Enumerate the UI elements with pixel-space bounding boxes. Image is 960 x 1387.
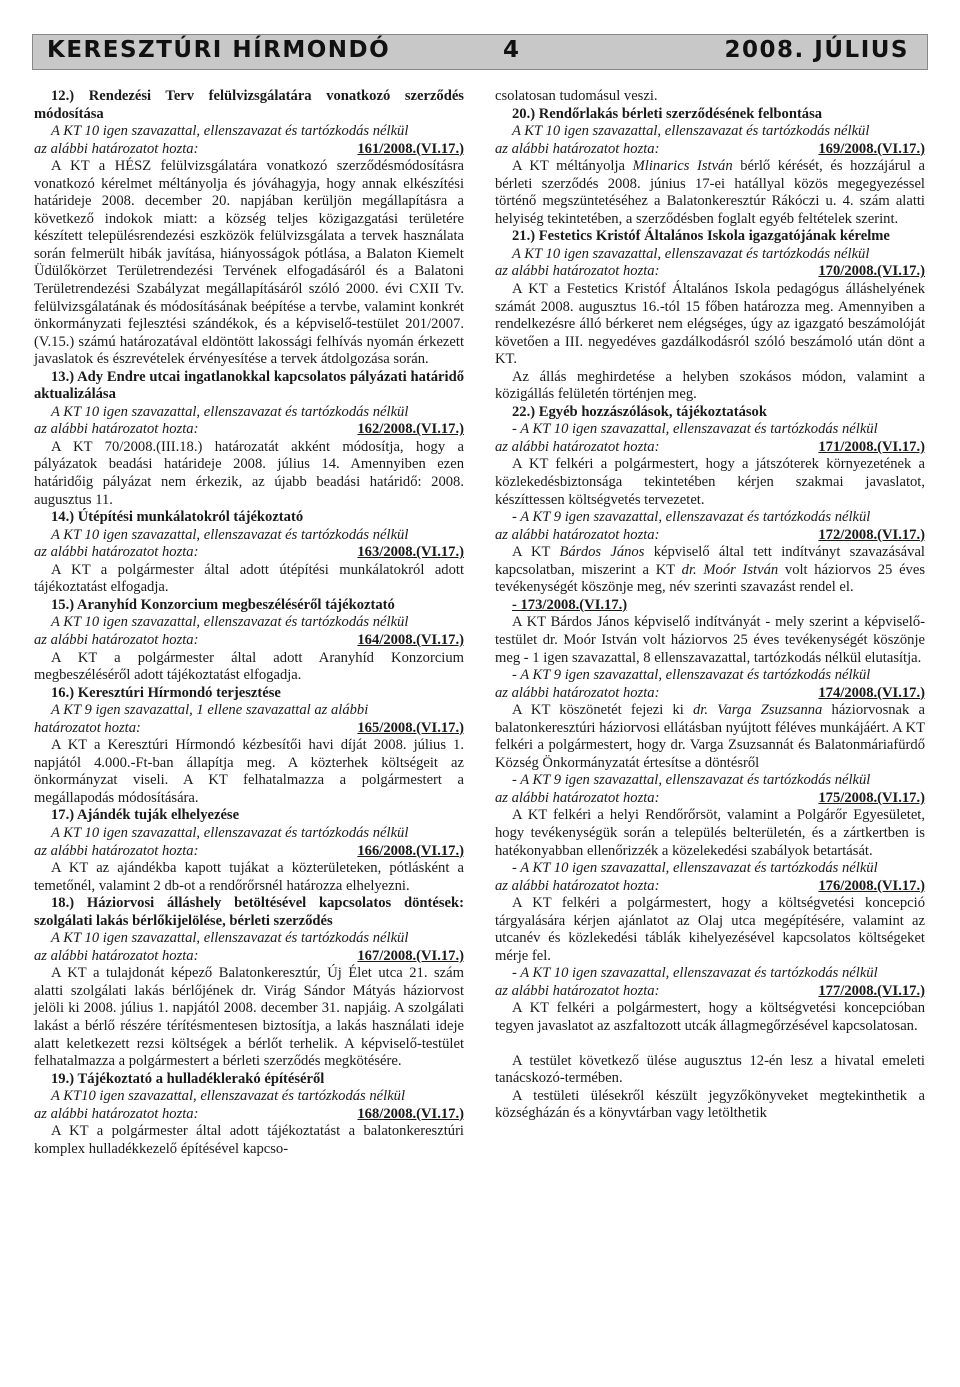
section-body: A KT a polgármester által adott útépítési munkálatokról adott tájékoztatást elfogadja. — [34, 561, 464, 596]
resolution-number: 167/2008.(VI.17.) — [357, 947, 464, 964]
resolution-label: az alábbi határozatot hozta: — [34, 544, 199, 561]
body-text: háziorvosnak a balatonkeresztúri háziorvosi ellátásban nyújtott féléves munkájáért. A KT felkéri a polgármestert, hogy dr. Varga Zsuzsannát és Balatonmáriafürdő Község Önkormányzatát értesítse a döntésről — [495, 702, 925, 771]
section-heading: 14.) Útépítési munkálatokról tájékoztató — [51, 509, 304, 526]
left-column — [34, 88, 464, 1158]
resolution-label: az alábbi határozatot hozta: — [34, 140, 199, 157]
section-heading: 21.) Festetics Kristóf Általános Iskola igazgatójának kérelme — [512, 228, 890, 245]
section-heading: 16.) Keresztúri Hírmondó terjesztése — [51, 684, 281, 701]
section-body: csolatosan tudomásul veszi. — [495, 88, 658, 104]
resolution-label: határozatot hozta: — [34, 719, 141, 736]
resolution-number: 161/2008.(VI.17.) — [357, 140, 464, 157]
section-body: A KT felkéri a polgármestert, hogy a játszóterek környezetének a közlekedésbiztonsága tekintetében kérjen szakmai javaslatot, készíttessen költségvetés tervezetet. — [495, 456, 925, 508]
resolution-label: az alábbi határozatot hozta: — [495, 140, 660, 157]
resolution-line — [34, 720, 464, 738]
section-body: A KT Bárdos János képviselő indítványát - mely szerint a képviselő-testület dr. Moór István volt háziorvos 25 éves tevékenységét köszönje meg - 1 igen szavazattal, 8 ellenszavazattal, tartózkodás nélkül elutasítja. — [495, 614, 925, 666]
vote-line: A KT 10 igen szavazattal, ellenszavazat és tartózkodás nélkül — [512, 245, 870, 262]
resolution-line — [495, 263, 925, 281]
closing-note: A testület következő ülése augusztus 12-én lesz a hivatal emeleti tanácskozó-termében. — [495, 1052, 925, 1087]
section-body: A KT felkéri a polgármestert, hogy a költségvetési koncepció tárgyalására kérjen ajánlatot az Olaj utca megépítésére, valamint az utcanév és közlekedési táblák kihelyezésével kapcsolatos költségeket mérje fel. — [495, 895, 925, 964]
body-text: A KT — [512, 544, 560, 561]
body-text: képviselő által tett indítványt szavazásával kapcsolatban, miszerint a KT — [495, 544, 925, 578]
resolution-label: az alábbi határozatot hozta: — [495, 789, 660, 806]
section-body: Az állás meghirdetése a helyben szokásos módon, valamint a közigállás felületén történjen meg. — [495, 368, 925, 403]
resolution-number: 166/2008.(VI.17.) — [357, 842, 464, 859]
resolution-label: az alábbi határozatot hozta: — [34, 1105, 199, 1122]
person-name: dr. Varga Zsuzsanna — [693, 702, 823, 719]
resolution-line — [34, 421, 464, 439]
vote-line: - A KT 9 igen szavazattal, ellenszavazat és tartózkodás nélkül — [512, 772, 871, 789]
body-text: bérlő kérését, és hozzájárul a bérleti szerződés 2008. június 17-ei hatállyal közös megegyezéssel történő megszüntetéséhez a Balatonkeresztúr Rákóczi u. 4. szám alatti helyiség tekintetében, a szerződésben foglalt egyéb feltételek szerint. — [495, 158, 925, 227]
section-body: A KT a polgármester által adott Aranyhíd Konzorcium megbeszéléséről adott tájékoztatást elfogadja. — [34, 649, 464, 684]
vote-line: A KT 10 igen szavazattal, ellenszavazat és tartózkodás nélkül — [51, 824, 409, 841]
resolution-label: az alábbi határozatot hozta: — [495, 982, 660, 999]
resolution-number: 162/2008.(VI.17.) — [357, 421, 464, 438]
vote-line: A KT 10 igen szavazattal, ellenszavazat és tartózkodás nélkül — [51, 614, 409, 631]
vote-line: A KT10 igen szavazattal, ellenszavazat és tartózkodás nélkül — [51, 1088, 406, 1105]
resolution-number: 170/2008.(VI.17.) — [818, 263, 925, 280]
vote-line: - A KT 10 igen szavazattal, ellenszavazat és tartózkodás nélkül — [512, 860, 878, 877]
resolution-line — [34, 544, 464, 562]
right-column — [495, 88, 925, 1123]
vote-line: A KT 10 igen szavazattal, ellenszavazat és tartózkodás nélkül — [51, 930, 409, 947]
resolution-label: az alábbi határozatot hozta: — [495, 526, 660, 543]
section-body: A KT a tulajdonát képező Balatonkeresztúr, Új Élet utca 21. szám alatti szolgálati lakás bérlőjének dr. Virág Sándor Mátyás háziorvost jelöli ki 2008. július 1. napjától 2008. december 31. napjáig. A szolgálati lakást a bérlő részére térítésmentesen biztosítja, a lakás használati ideje alatt keletkezett rezsi költségek a bérlőt terhelik. A képviselő-testület felhatalmazza a polgármestert a bérleti szerződés megkötésére. — [34, 965, 464, 1070]
vote-line: - A KT 9 igen szavazattal, ellenszavazat és tartózkodás nélkül — [512, 509, 871, 526]
section-body: A KT 70/2008.(III.18.) határozatát akként módosítja, hogy a pályázatok beadási határideje 2008. július 14. Amennyiben ezen határidőig pályázat nem érkezik, az újabb beadási határidő: 2008. augusztus 11. — [34, 438, 464, 508]
resolution-number: 175/2008.(VI.17.) — [818, 789, 925, 806]
resolution-number: 176/2008.(VI.17.) — [818, 877, 925, 894]
section-body — [495, 158, 925, 228]
resolution-line — [495, 597, 925, 615]
closing-note: A testületi ülésekről készült jegyzőkönyveket megtekinthetik a községházán és a könyvtárban vagy letölthetik — [495, 1087, 925, 1122]
vote-line: A KT 10 igen szavazattal, ellenszavazat és tartózkodás nélkül — [51, 123, 409, 140]
resolution-line — [495, 141, 925, 159]
resolution-line — [34, 141, 464, 159]
page-header — [32, 34, 928, 70]
section-heading: 19.) Tájékoztató a hulladéklerakó építéséről — [51, 1070, 325, 1087]
resolution-label: az alábbi határozatot hozta: — [34, 947, 199, 964]
resolution-line — [34, 632, 464, 650]
body-text: A KT köszönetét fejezi ki — [512, 702, 693, 719]
resolution-line — [34, 948, 464, 966]
resolution-label: az alábbi határozatot hozta: — [34, 631, 199, 648]
vote-line: A KT 10 igen szavazattal, ellenszavazat és tartózkodás nélkül — [51, 403, 409, 420]
newspaper-title: KERESZTÚRI HÍRMONDÓ — [47, 37, 391, 63]
section-body: A KT a Festetics Kristóf Általános Iskola pedagógus álláshelyének számát 2008. augusztus 16.-tól 15 főben határozza meg. Amennyiben a rendelkezésre álló bérkeret nem elégséges, úgy az igazgató beszámolóját követően a III. negyedéves gazdálkodásról szóló beszámoló után dönt a KT. — [495, 281, 925, 368]
resolution-line — [495, 527, 925, 545]
person-name: Bárdos János — [559, 544, 645, 561]
resolution-line — [34, 1106, 464, 1124]
body-text: volt háziorvos 25 éves tevékenységét köszönje meg, név szerinti szavazást rendel el. — [495, 561, 925, 596]
section-heading: 15.) Aranyhíd Konzorcium megbeszéléséről tájékoztató — [51, 596, 395, 613]
resolution-line — [495, 685, 925, 703]
resolution-number: 174/2008.(VI.17.) — [818, 684, 925, 701]
vote-line: - A KT 9 igen szavazattal, ellenszavazat és tartózkodás nélkül — [512, 667, 871, 684]
section-body: A KT az ajándékba kapott tujákat a közterületeken, pótlásként a temetőnél, valamint 2 db-ot a rendőrőrsnél határozza elhelyezni. — [34, 860, 464, 894]
section-heading: 20.) Rendőrlakás bérleti szerződésének felbontása — [512, 105, 823, 122]
resolution-label: az alábbi határozatot hozta: — [34, 421, 199, 438]
resolution-number: - 173/2008.(VI.17.) — [512, 596, 628, 613]
section-heading: 17.) Ajándék tuják elhelyezése — [51, 807, 240, 824]
vote-line: A KT 10 igen szavazattal, ellenszavazat és tartózkodás nélkül — [51, 526, 409, 543]
resolution-number: 171/2008.(VI.17.) — [818, 438, 925, 455]
resolution-line — [34, 843, 464, 861]
section-body — [495, 702, 925, 772]
resolution-number: 177/2008.(VI.17.) — [818, 982, 925, 999]
resolution-label: az alábbi határozatot hozta: — [495, 877, 660, 894]
resolution-label: az alábbi határozatot hozta: — [34, 842, 199, 859]
body-text: A KT méltányolja — [512, 158, 633, 175]
resolution-number: 165/2008.(VI.17.) — [357, 719, 464, 736]
resolution-number: 164/2008.(VI.17.) — [357, 631, 464, 648]
resolution-line — [495, 878, 925, 896]
resolution-line — [495, 790, 925, 808]
section-heading: 13.) Ady Endre utcai ingatlanokkal kapcsolatos pályázati határidő aktualizálása — [34, 368, 464, 403]
person-name: Mlinarics István — [632, 158, 733, 175]
issue-date: 2008. JÚLIUS — [724, 37, 909, 63]
vote-line: - A KT 10 igen szavazattal, ellenszavazat és tartózkodás nélkül — [512, 965, 878, 982]
section-body: A KT a polgármester által adott tájékoztatást a balatonkeresztúri komplex hulladékkezelő építésével kapcso- — [34, 1123, 464, 1157]
person-name: dr. Moór István — [681, 561, 779, 578]
resolution-line — [495, 983, 925, 1001]
resolution-label: az alábbi határozatot hozta: — [495, 263, 660, 280]
vote-line: - A KT 10 igen szavazattal, ellenszavazat és tartózkodás nélkül — [512, 421, 878, 438]
section-body: A KT a Keresztúri Hírmondó kézbesítői havi díját 2008. július 1. napjától 4.000.-Ft-ban állapítja meg. A közterhek költségeit az önkormányzat viseli. A KT felhatalmazza a polgármestert a megállapodás módosítására. — [34, 737, 464, 806]
resolution-number: 169/2008.(VI.17.) — [818, 140, 925, 157]
resolution-label: az alábbi határozatot hozta: — [495, 438, 660, 455]
spacer — [495, 1036, 925, 1053]
section-heading: 22.) Egyéb hozzászólások, tájékoztatások — [512, 403, 767, 420]
section-body — [495, 544, 925, 597]
section-body: A KT a HÉSZ felülvizsgálatára vonatkozó szerződésmódosításra vonatkozó kérelmet méltányolja és jóváhagyja, hogy annak elkészítési határideje 2008. december 20. napjában kerüljön megállapításra a következő indokok miatt: a község teljes közigazgatási területére készített településrendezési eszközök felülvizsgálata a tervek használata során felmerült hibák javítása, hiányosságok pótlása, a Balaton Kiemelt Üdülőkörzet Területrendezési Tervének elfogadásáról és a Balatoni Területrendezési Szabályzat megállapításáról szóló 2000. évi CXII Tv. felülvizsgálatának és módosításának beépítése a tervbe, valamint konkrét önkormányzati fejlesztési szándékok, és a képviselő-testület 201/2007.(V.15.) számú határozatával eldöntött lakossági felhívás nyomán érkezett javaslatok és észrevételek érvényesítése a tervek átdolgozása során. — [34, 158, 464, 368]
section-heading: 18.) Háziorvosi álláshely betöltésével kapcsolatos döntések: szolgálati lakás bérlőkijelölése, bérleti szerződés — [34, 895, 464, 929]
section-heading: 12.) Rendezési Terv felülvizsgálatára vonatkozó szerződés módosítása — [34, 88, 464, 122]
resolution-label: az alábbi határozatot hozta: — [495, 684, 660, 701]
resolution-number: 168/2008.(VI.17.) — [357, 1105, 464, 1122]
vote-line: A KT 9 igen szavazattal, 1 ellene szavazattal az alábbi — [51, 702, 369, 719]
resolution-number: 163/2008.(VI.17.) — [357, 544, 464, 561]
page-number: 4 — [503, 37, 521, 63]
section-body: A KT felkéri a polgármestert, hogy a költségvetési koncepcióban tegyen javaslatot az aszfaltozott utcák állagmegőrzésével kapcsolatosan. — [495, 1000, 925, 1034]
resolution-line — [495, 439, 925, 457]
resolution-number: 172/2008.(VI.17.) — [818, 526, 925, 543]
vote-line: A KT 10 igen szavazattal, ellenszavazat és tartózkodás nélkül — [512, 123, 870, 140]
section-body: A KT felkéri a helyi Rendőrőrsöt, valamint a Polgárőr Egyesületet, hogy tevékenységük során a település belterületén, és a zártkertben is hatékonyabban ellenőrizzék a közelekedési szabályok betartását. — [495, 807, 925, 859]
